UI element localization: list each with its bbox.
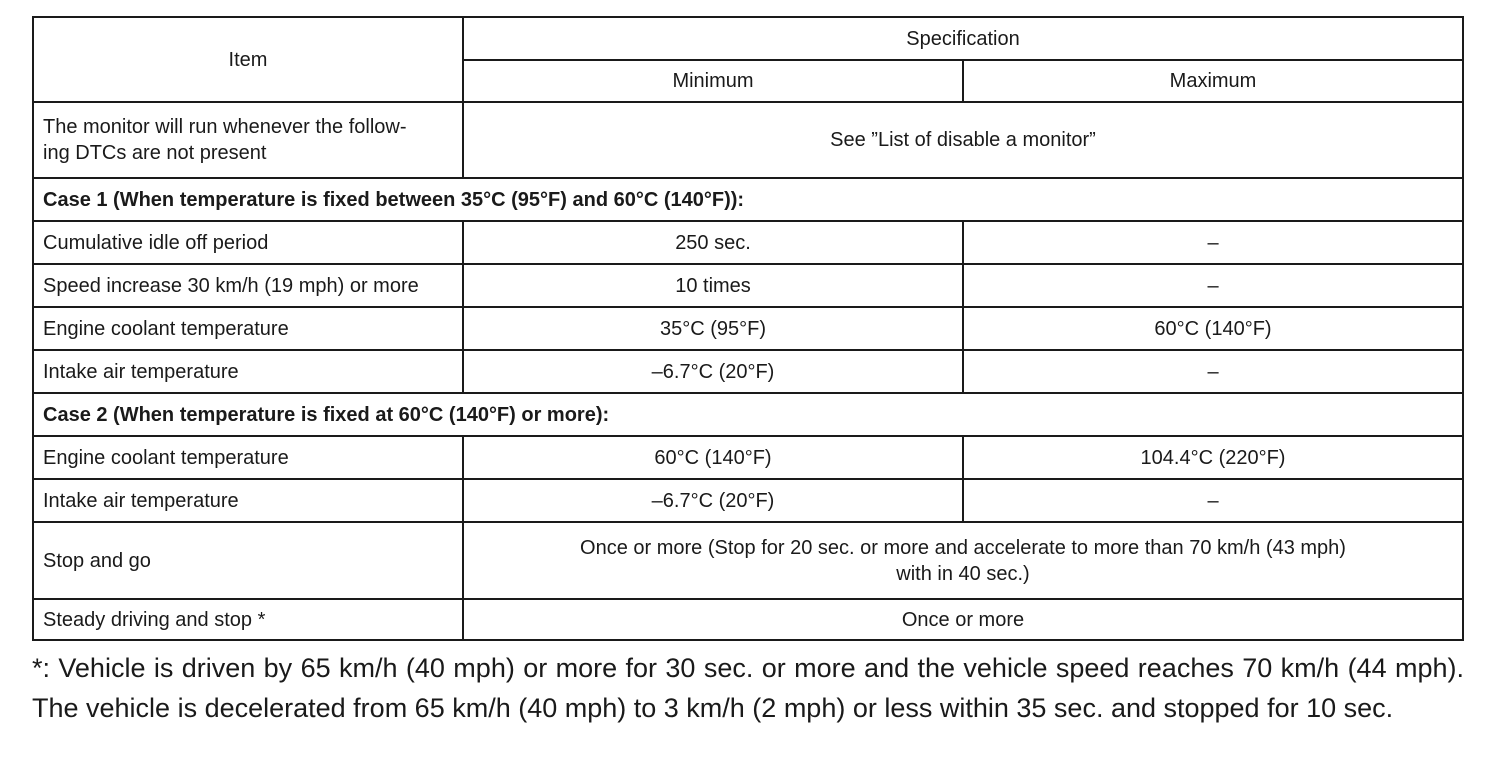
minimum-cell: –6.7°C (20°F) (463, 479, 963, 522)
table-row (33, 522, 1463, 599)
item-cell: Intake air temperature (33, 350, 463, 393)
table-row (33, 102, 1463, 178)
table-row (33, 479, 1463, 522)
header-minimum: Minimum (463, 60, 963, 102)
minimum-cell: –6.7°C (20°F) (463, 350, 963, 393)
item-cell: Cumulative idle off period (33, 221, 463, 264)
maximum-cell: – (963, 350, 1463, 393)
minimum-cell: 10 times (463, 264, 963, 307)
minimum-cell: 35°C (95°F) (463, 307, 963, 350)
item-cell: Intake air temperature (33, 479, 463, 522)
monitor-item-line-2: ing DTCs are not present (43, 142, 267, 164)
stop-and-go-line-2: with in 40 sec.) (896, 562, 1030, 585)
table-row (33, 599, 1463, 640)
header-specification: Specification (463, 17, 1463, 60)
case-2-title: Case 2 (When temperature is fixed at 60°C (140°F) or more): (33, 393, 1463, 436)
stop-and-go-spec (463, 522, 1463, 599)
item-cell: Speed increase 30 km/h (19 mph) or more (33, 264, 463, 307)
table-row (33, 350, 1463, 393)
case-1-heading-row (33, 178, 1463, 221)
table-row (33, 307, 1463, 350)
maximum-cell: – (963, 479, 1463, 522)
footnote: *: Vehicle is driven by 65 km/h (40 mph) or more for 30 sec. or more and the vehicle speed reaches 70 km/h (44 mph). The vehicle is decelerated from 65 km/h (40 mph) to 3 km/h (2 mph) or less within 35 sec. and stopped for 10 sec. (32, 653, 1464, 723)
steady-driving-item: Steady driving and stop * (33, 599, 463, 640)
table-row (33, 264, 1463, 307)
monitor-spec-cell: See ”List of disable a monitor” (463, 102, 1463, 178)
case-1-title: Case 1 (When temperature is fixed between 35°C (95°F) and 60°C (140°F)): (33, 178, 1463, 221)
item-cell: Engine coolant temperature (33, 436, 463, 479)
steady-driving-spec: Once or more (463, 599, 1463, 640)
item-cell: Engine coolant temperature (33, 307, 463, 350)
table-row (33, 436, 1463, 479)
stop-and-go-item: Stop and go (33, 522, 463, 599)
header-maximum: Maximum (963, 60, 1463, 102)
table-row (33, 221, 1463, 264)
monitor-item-line-1: The monitor will run whenever the follow- (43, 116, 407, 138)
maximum-cell: – (963, 221, 1463, 264)
specification-table (32, 16, 1464, 641)
stop-and-go-line-1: Once or more (Stop for 20 sec. or more and accelerate to more than 70 km/h (43 mph) (580, 536, 1346, 559)
minimum-cell: 60°C (140°F) (463, 436, 963, 479)
maximum-cell: 104.4°C (220°F) (963, 436, 1463, 479)
maximum-cell: 60°C (140°F) (963, 307, 1463, 350)
header-item: Item (33, 17, 463, 102)
header-row (33, 17, 1463, 60)
case-2-heading-row (33, 393, 1463, 436)
monitor-item-cell (33, 102, 463, 178)
minimum-cell: 250 sec. (463, 221, 963, 264)
maximum-cell: – (963, 264, 1463, 307)
